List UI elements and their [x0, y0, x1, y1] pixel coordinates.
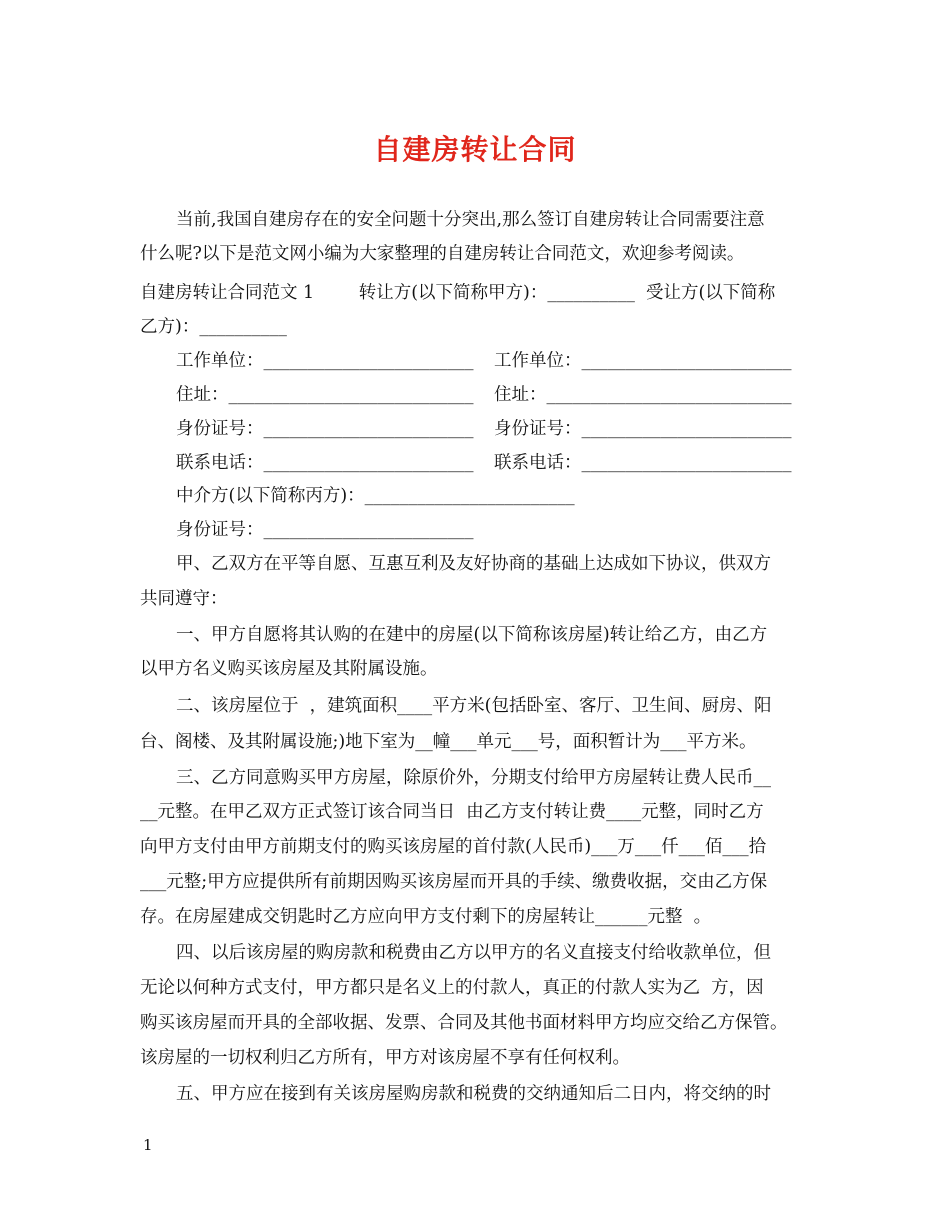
clause-3-line-2: __元整。在甲乙双方正式签订该合同当日 由乙方支付转让费____元整，同时乙方	[140, 802, 764, 822]
clause-1-line-1: 一、甲方自愿将其认购的在建中的房屋(以下简称该房屋)转让给乙方，由乙方	[176, 625, 768, 645]
clause-3-line-4: ___元整;甲方应提供所有前期因购买该房屋而开具的手续、缴费收据，交由乙方保	[140, 872, 768, 892]
clause-3-line-5: 存。在房屋建成交钥匙时乙方应向甲方支付剩下的房屋转让______元整 。	[140, 907, 712, 927]
work-unit-left: 工作单位：________________________	[176, 351, 474, 371]
work-unit-right: 工作单位：________________________	[494, 351, 792, 371]
clause-1-line-2: 以甲方名义购买该房屋及其附属设施。	[140, 659, 438, 679]
clause-2-line-1: 二、该房屋位于 ，建筑面积____平方米(包括卧室、客厅、卫生间、厨房、阳	[176, 696, 772, 716]
id-number-left: 身份证号：________________________	[176, 419, 474, 439]
clause-2-line-2: 台、阁楼、及其附属设施;)地下室为__幢___单元___号，面积暂计为___平方米。	[140, 732, 757, 752]
phone-right: 联系电话：________________________	[494, 453, 792, 473]
document-title: 自建房转让合同	[373, 133, 577, 166]
intro-line-1: 当前,我国自建房存在的安全问题十分突出,那么签订自建房转让合同需要注意	[176, 210, 765, 230]
clause-3-line-1: 三、乙方同意购买甲方房屋，除原价外，分期支付给甲方房屋转让费人民币__	[176, 768, 771, 788]
clause-4-line-2: 无论以何种方式支付，甲方都只是名义上的付款人，真正的付款人实为乙 方，因	[140, 978, 764, 998]
paragraph-0-line-2: 共同遵守：	[140, 589, 228, 609]
intro-line-2: 什么呢?以下是范文网小编为大家整理的自建房转让合同范文，欢迎参考阅读。	[140, 244, 745, 264]
intro-line-3: 自建房转让合同范文 1 转让方(以下简称甲方)：__________ 受让方(以下简称	[140, 283, 776, 303]
clause-5-line-1: 五、甲方应在接到有关该房屋购房款和税费的交纳通知后二日内，将交纳的时	[176, 1084, 771, 1104]
paragraph-0-line-1: 甲、乙双方在平等自愿、互惠互利及友好协商的基础上达成如下协议，供双方	[176, 554, 771, 574]
clause-4-line-3: 购买该房屋而开具的全部收据、发票、合同及其他书面材料甲方均应交给乙方保管。	[140, 1013, 788, 1033]
page-number: 1	[143, 1136, 153, 1154]
agent-id-number: 身份证号：________________________	[176, 520, 474, 540]
address-right: 住址：____________________________	[494, 385, 792, 405]
intro-line-4: 乙方)：__________	[140, 317, 287, 337]
address-left: 住址：____________________________	[176, 385, 474, 405]
clause-3-line-3: 向甲方支付由甲方前期支付的购买该房屋的首付款(人民币)___万___仟___佰___拾	[140, 837, 767, 857]
phone-left: 联系电话：________________________	[176, 453, 474, 473]
id-number-right: 身份证号：________________________	[494, 419, 792, 439]
agent-party: 中介方(以下简称丙方)：________________________	[176, 486, 575, 506]
clause-4-line-4: 该房屋的一切权利归乙方所有，甲方对该房屋不享有任何权利。	[140, 1048, 630, 1068]
clause-4-line-1: 四、以后该房屋的购房款和税费由乙方以甲方的名义直接支付给收款单位，但	[176, 943, 771, 963]
